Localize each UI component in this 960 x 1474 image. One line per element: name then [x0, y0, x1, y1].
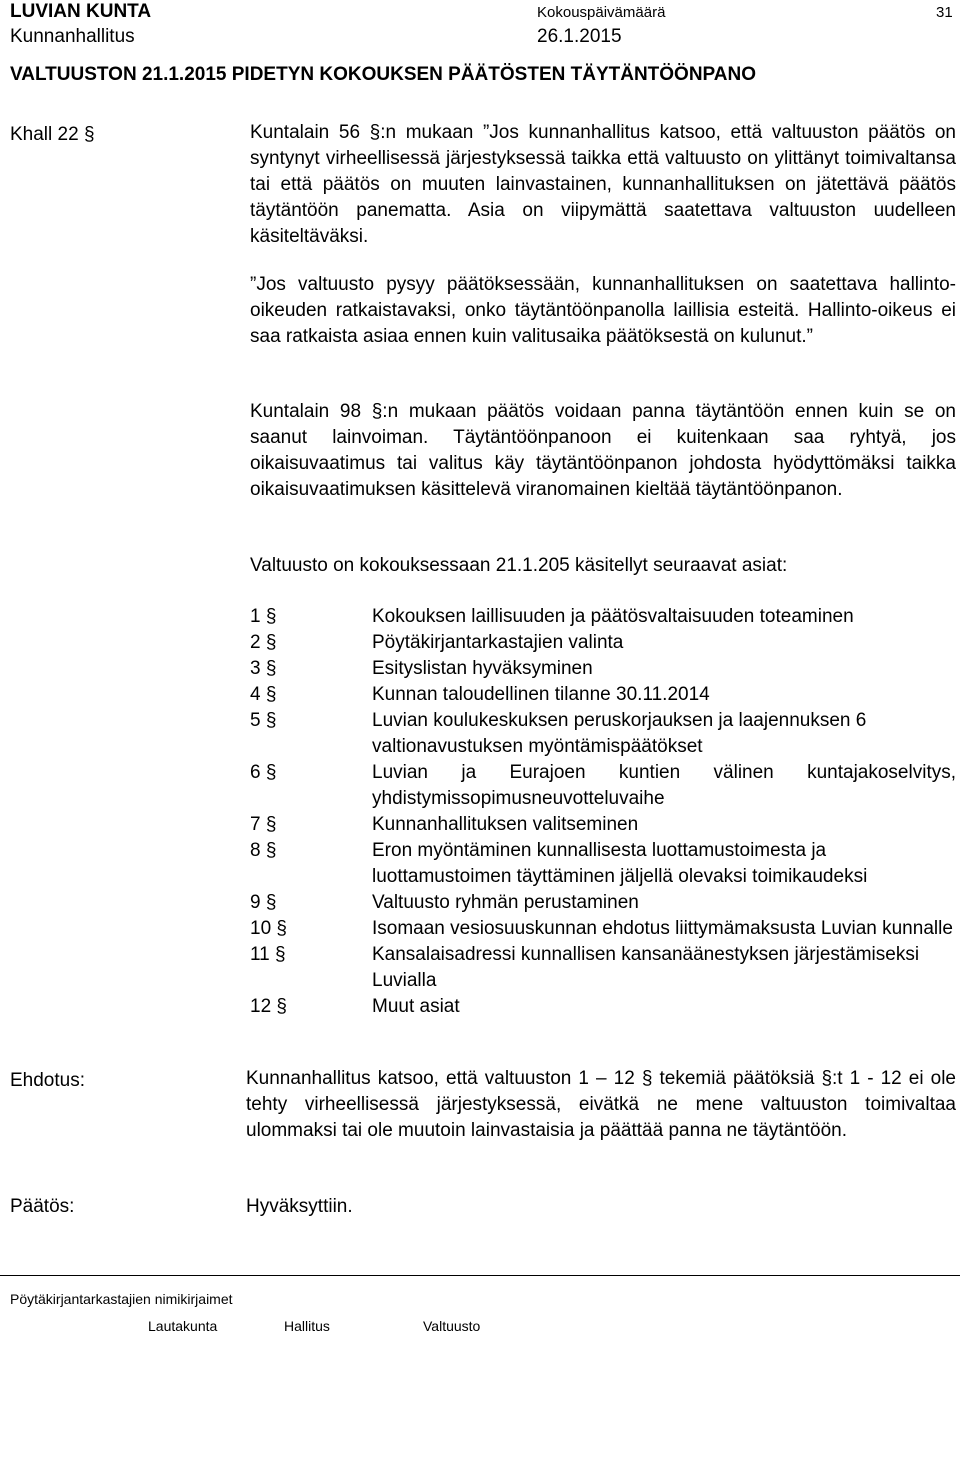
document-title: VALTUUSTON 21.1.2015 PIDETYN KOKOUKSEN PÄÄTÖSTEN TÄYTÄNTÖÖNPANO: [10, 64, 757, 85]
decision-label: Päätös:: [10, 1196, 75, 1217]
paragraph-3: [250, 399, 956, 503]
list-item: [250, 838, 956, 890]
item-text: Kokouksen laillisuuden ja päätösvaltaisuuden toteaminen: [372, 606, 854, 627]
list-item: [250, 604, 956, 630]
paragraph-text: Kuntalain 56 §:n mukaan ”Jos kunnanhallitus katsoo, että valtuuston päätös on syntynyt virheellisessä järjestyksessä taikka että valtuusto on ylittänyt toimivaltansa tai että päätös on muuten lainvastainen, kunnanhallituksen on jätettävä päätös täytäntöön panematta. Asia on viipymättä saatettava valtuuston uudelleen käsiteltäväksi.: [250, 122, 956, 247]
item-text: Luvian koulukeskuksen peruskorjauksen ja laajennuksen 6 valtionavustuksen myöntämispäätökset: [372, 710, 867, 757]
list-item: [250, 630, 956, 656]
signature-valtuusto: Valtuusto: [423, 1318, 481, 1334]
item-number: 11 §: [250, 944, 286, 965]
signature-hallitus: Hallitus: [284, 1318, 330, 1334]
item-text: Isomaan vesiosuuskunnan ehdotus liittymämaksusta Luvian kunnalle: [372, 918, 953, 939]
list-item: [250, 812, 956, 838]
list-item: [250, 890, 956, 916]
paragraph-text: Kuntalain 98 §:n mukaan päätös voidaan panna täytäntöön ennen kuin se on saanut lainvoiman. Täytäntöönpanoon ei kuitenkaan saa ryhtyä, jos oikaisuvaatimus tai valitus käy täytäntöönpanon johdosta hyödyttömäksi taikka oikaisuvaatimuksen käsittelevä viranomainen kieltää täytäntöönpanon.: [250, 401, 956, 500]
list-item: [250, 942, 956, 994]
item-text: Esityslistan hyväksyminen: [372, 658, 593, 679]
paragraph-4: [250, 553, 956, 579]
item-number: 10 §: [250, 918, 287, 939]
item-text: Valtuusto ryhmän perustaminen: [372, 892, 639, 913]
paragraph-1: [250, 120, 956, 250]
item-number: 8 §: [250, 840, 277, 861]
list-item: [250, 916, 956, 942]
list-item: [250, 760, 956, 812]
item-text: Eron myöntäminen kunnallisesta luottamustoimesta ja luottamustoimen täyttäminen jäljellä olevaksi toimikaudeksi: [372, 840, 868, 887]
agenda-item-list: [250, 604, 956, 1020]
signature-lautakunta: Lautakunta: [148, 1318, 218, 1334]
item-number: 2 §: [250, 632, 277, 653]
item-number: 4 §: [250, 684, 277, 705]
item-text: Kunnan taloudellinen tilanne 30.11.2014: [372, 684, 710, 705]
organization-name: LUVIAN KUNTA: [10, 1, 152, 22]
item-text: Luvian ja Eurajoen kuntien välinen kuntajakoselvitys, yhdistymissopimusneuvotteluvaihe: [372, 762, 956, 809]
footer-title: Pöytäkirjantarkastajien nimikirjaimet: [10, 1291, 233, 1307]
item-number: 3 §: [250, 658, 277, 679]
item-text: Pöytäkirjantarkastajien valinta: [372, 632, 624, 653]
meeting-date-label: Kokouspäivämäärä: [537, 4, 666, 21]
proposal-label: Ehdotus:: [10, 1070, 85, 1091]
item-number: 5 §: [250, 710, 277, 731]
item-number: 9 §: [250, 892, 277, 913]
item-number: 7 §: [250, 814, 277, 835]
item-number: 12 §: [250, 996, 287, 1017]
list-item: [250, 994, 956, 1020]
list-item: [250, 656, 956, 682]
paragraph-2: [250, 272, 956, 350]
section-reference: Khall 22 §: [10, 124, 95, 145]
meeting-date: 26.1.2015: [537, 26, 622, 47]
committee-name: Kunnanhallitus: [10, 26, 135, 47]
list-item: [250, 708, 956, 760]
footer-divider: [0, 1275, 960, 1276]
decision-text: Hyväksyttiin.: [246, 1196, 353, 1217]
proposal-body: [246, 1066, 956, 1144]
page-number: 31: [936, 4, 953, 21]
item-text: Muut asiat: [372, 996, 460, 1017]
paragraph-text: Valtuusto on kokouksessaan 21.1.205 käsitellyt seuraavat asiat:: [250, 555, 788, 576]
item-text: Kansalaisadressi kunnallisen kansanäänestyksen järjestämiseksi Luvialla: [372, 944, 920, 991]
item-text: Kunnanhallituksen valitseminen: [372, 814, 639, 835]
item-number: 6 §: [250, 762, 277, 783]
paragraph-text: ”Jos valtuusto pysyy päätöksessään, kunnanhallituksen on saatettava hallinto-oikeuden ratkaistavaksi, onko täytäntöönpanolla laillisia esteitä. Hallinto-oikeus ei saa ratkaista asiaa ennen kuin valitusaika päätöksestä on kulunut.”: [250, 274, 956, 347]
list-item: [250, 682, 956, 708]
item-number: 1 §: [250, 606, 277, 627]
proposal-paragraph: Kunnanhallitus katsoo, että valtuuston 1 – 12 § tekemiä päätöksiä §:t 1 - 12 ei ole tehty virheellisessä järjestyksessä, eivätkä ne mene valtuuston toimivaltaa ulommaksi tai ole muutoin lainvastaisia ja päättää panna ne täytäntöön.: [246, 1068, 956, 1141]
